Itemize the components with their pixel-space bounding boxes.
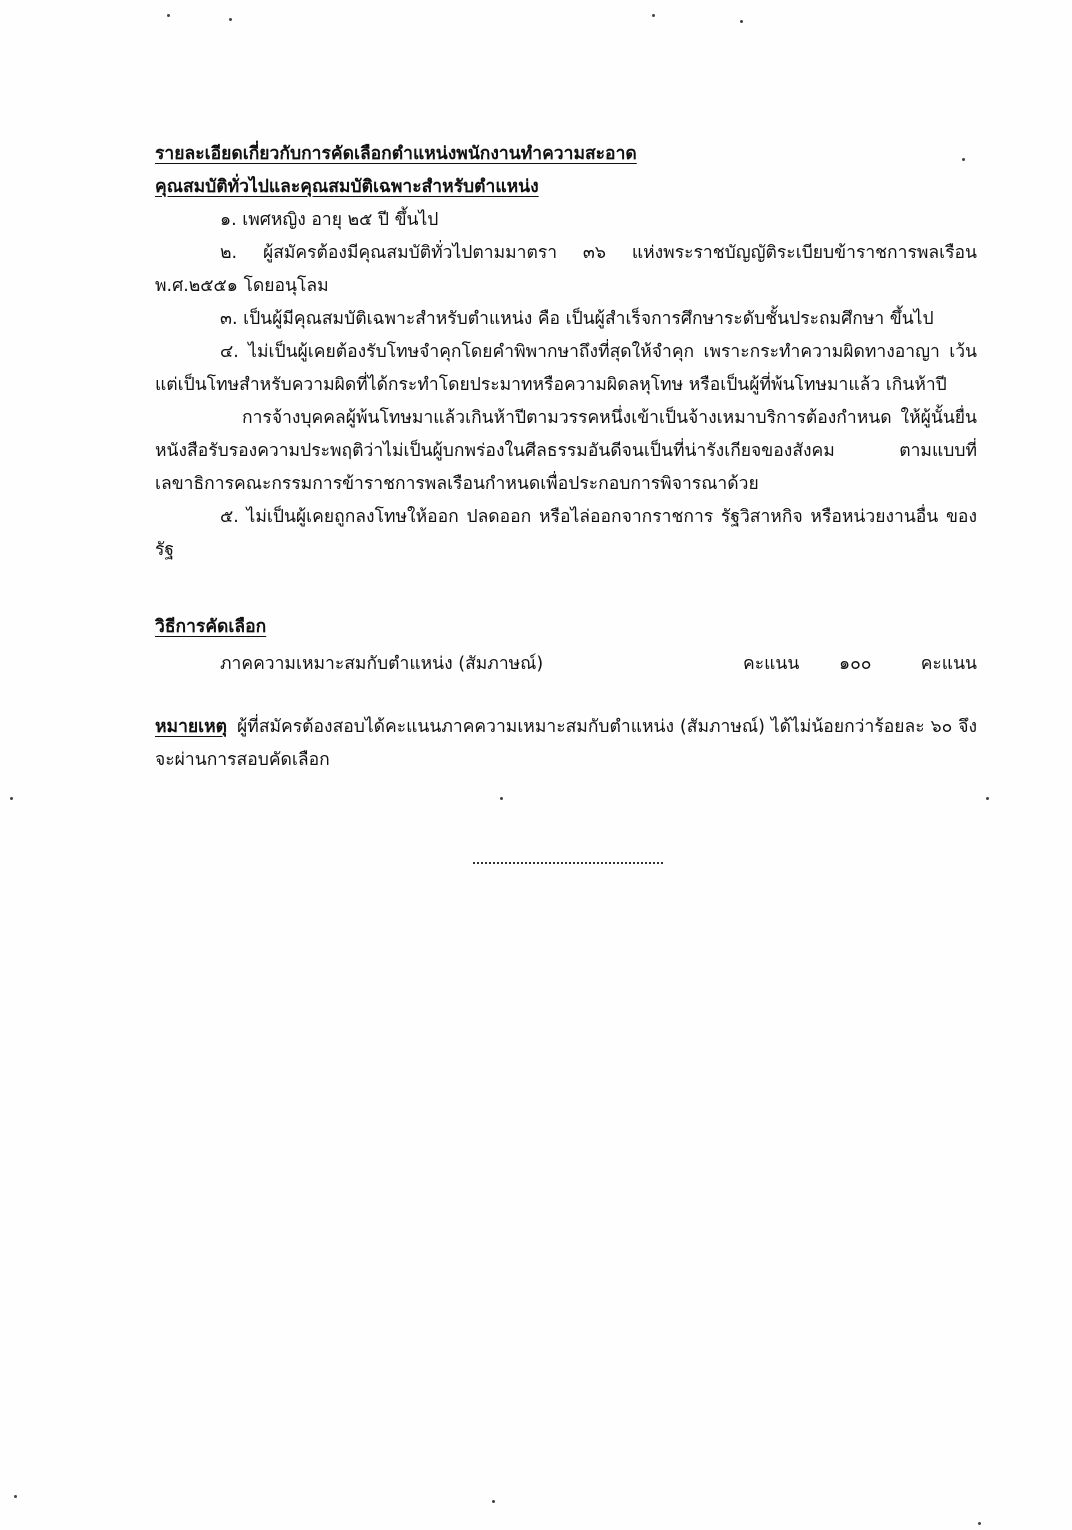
score-unit-suffix: คะแนน: [920, 654, 977, 674]
qualification-item-2: ๒. ผู้สมัครต้องมีคุณสมบัติทั่วไปตามมาตรา ๓๖ แห่งพระราชบัญญัติระเบียบข้าราชการพลเรือน พ.ศ.๒๕๕๑ โดยอนุโลม: [155, 243, 977, 296]
scan-speck: [10, 797, 13, 800]
score-value: ๑๐๐: [839, 654, 872, 674]
scan-speck: [500, 797, 503, 800]
qualification-item-4-note: การจ้างบุคคลผู้พ้นโทษมาแล้วเกินห้าปีตามวรรคหนึ่งเข้าเป็นจ้างเหมาบริการต้องกำหนด ให้ผู้นั้นยื่นหนังสือรับรองความประพฤติว่าไม่เป็นผู้บกพร่องในศีลธรรมอันดีจนเป็นที่น่ารังเกียจของสังคม ตามแบบที่เลขาธิการคณะกรรมการข้าราชการพลเรือนกำหนดเพื่อประกอบการพิจารณาด้วย: [155, 408, 977, 494]
selection-heading: วิธีการคัดเลือก: [155, 617, 267, 637]
scan-speck: [14, 1495, 17, 1498]
qualification-item-5: ๕. ไม่เป็นผู้เคยถูกลงโทษให้ออก ปลดออก หรือไล่ออกจากราชการ รัฐวิสาหกิจ หรือหน่วยงานอื่น ของรัฐ: [155, 507, 977, 560]
qualifications-heading: คุณสมบัติทั่วไปและคุณสมบัติเฉพาะสำหรับตำแหน่ง: [155, 177, 539, 197]
scan-speck: [986, 797, 989, 800]
note-text: ผู้ที่สมัครต้องสอบได้คะแนนภาคความเหมาะสมกับตำแหน่ง (สัมภาษณ์) ได้ไม่น้อยกว่าร้อยละ ๖๐ จึงจะผ่านการสอบคัดเลือก: [155, 717, 977, 770]
scan-speck: [492, 1500, 495, 1503]
end-of-document-dotted-line: [473, 862, 663, 864]
note-paragraph: [155, 711, 977, 777]
scan-speck: [652, 14, 655, 17]
document-body: [155, 138, 977, 777]
selection-criterion: ภาคความเหมาะสมกับตำแหน่ง (สัมภาษณ์): [220, 654, 544, 674]
note-label: หมายเหตุ: [155, 717, 228, 737]
document-title: รายละเอียดเกี่ยวกับการคัดเลือกตำแหน่งพนักงานทำความสะอาด: [155, 144, 637, 164]
qualification-item-3: ๓. เป็นผู้มีคุณสมบัติเฉพาะสำหรับตำแหน่ง คือ เป็นผู้สำเร็จการศึกษาระดับชั้นประถมศึกษา ขึ้นไป: [220, 309, 934, 329]
score-unit-prefix: คะแนน: [743, 654, 800, 674]
scan-speck: [167, 14, 170, 17]
qualification-item-4: ๔. ไม่เป็นผู้เคยต้องรับโทษจำคุกโดยคำพิพากษาถึงที่สุดให้จำคุก เพราะกระทำความผิดทางอาญา เว้นแต่เป็นโทษสำหรับความผิดที่ได้กระทำโดยประมาทหรือความผิดลหุโทษ หรือเป็นผู้ที่พ้นโทษมาแล้ว เกินห้าปี: [155, 342, 977, 395]
selection-score-row: [155, 648, 977, 681]
scan-speck: [978, 1522, 981, 1525]
scan-speck: [740, 20, 743, 23]
qualification-item-1: ๑. เพศหญิง อายุ ๒๕ ปี ขึ้นไป: [220, 210, 439, 230]
scan-speck: [229, 18, 232, 21]
